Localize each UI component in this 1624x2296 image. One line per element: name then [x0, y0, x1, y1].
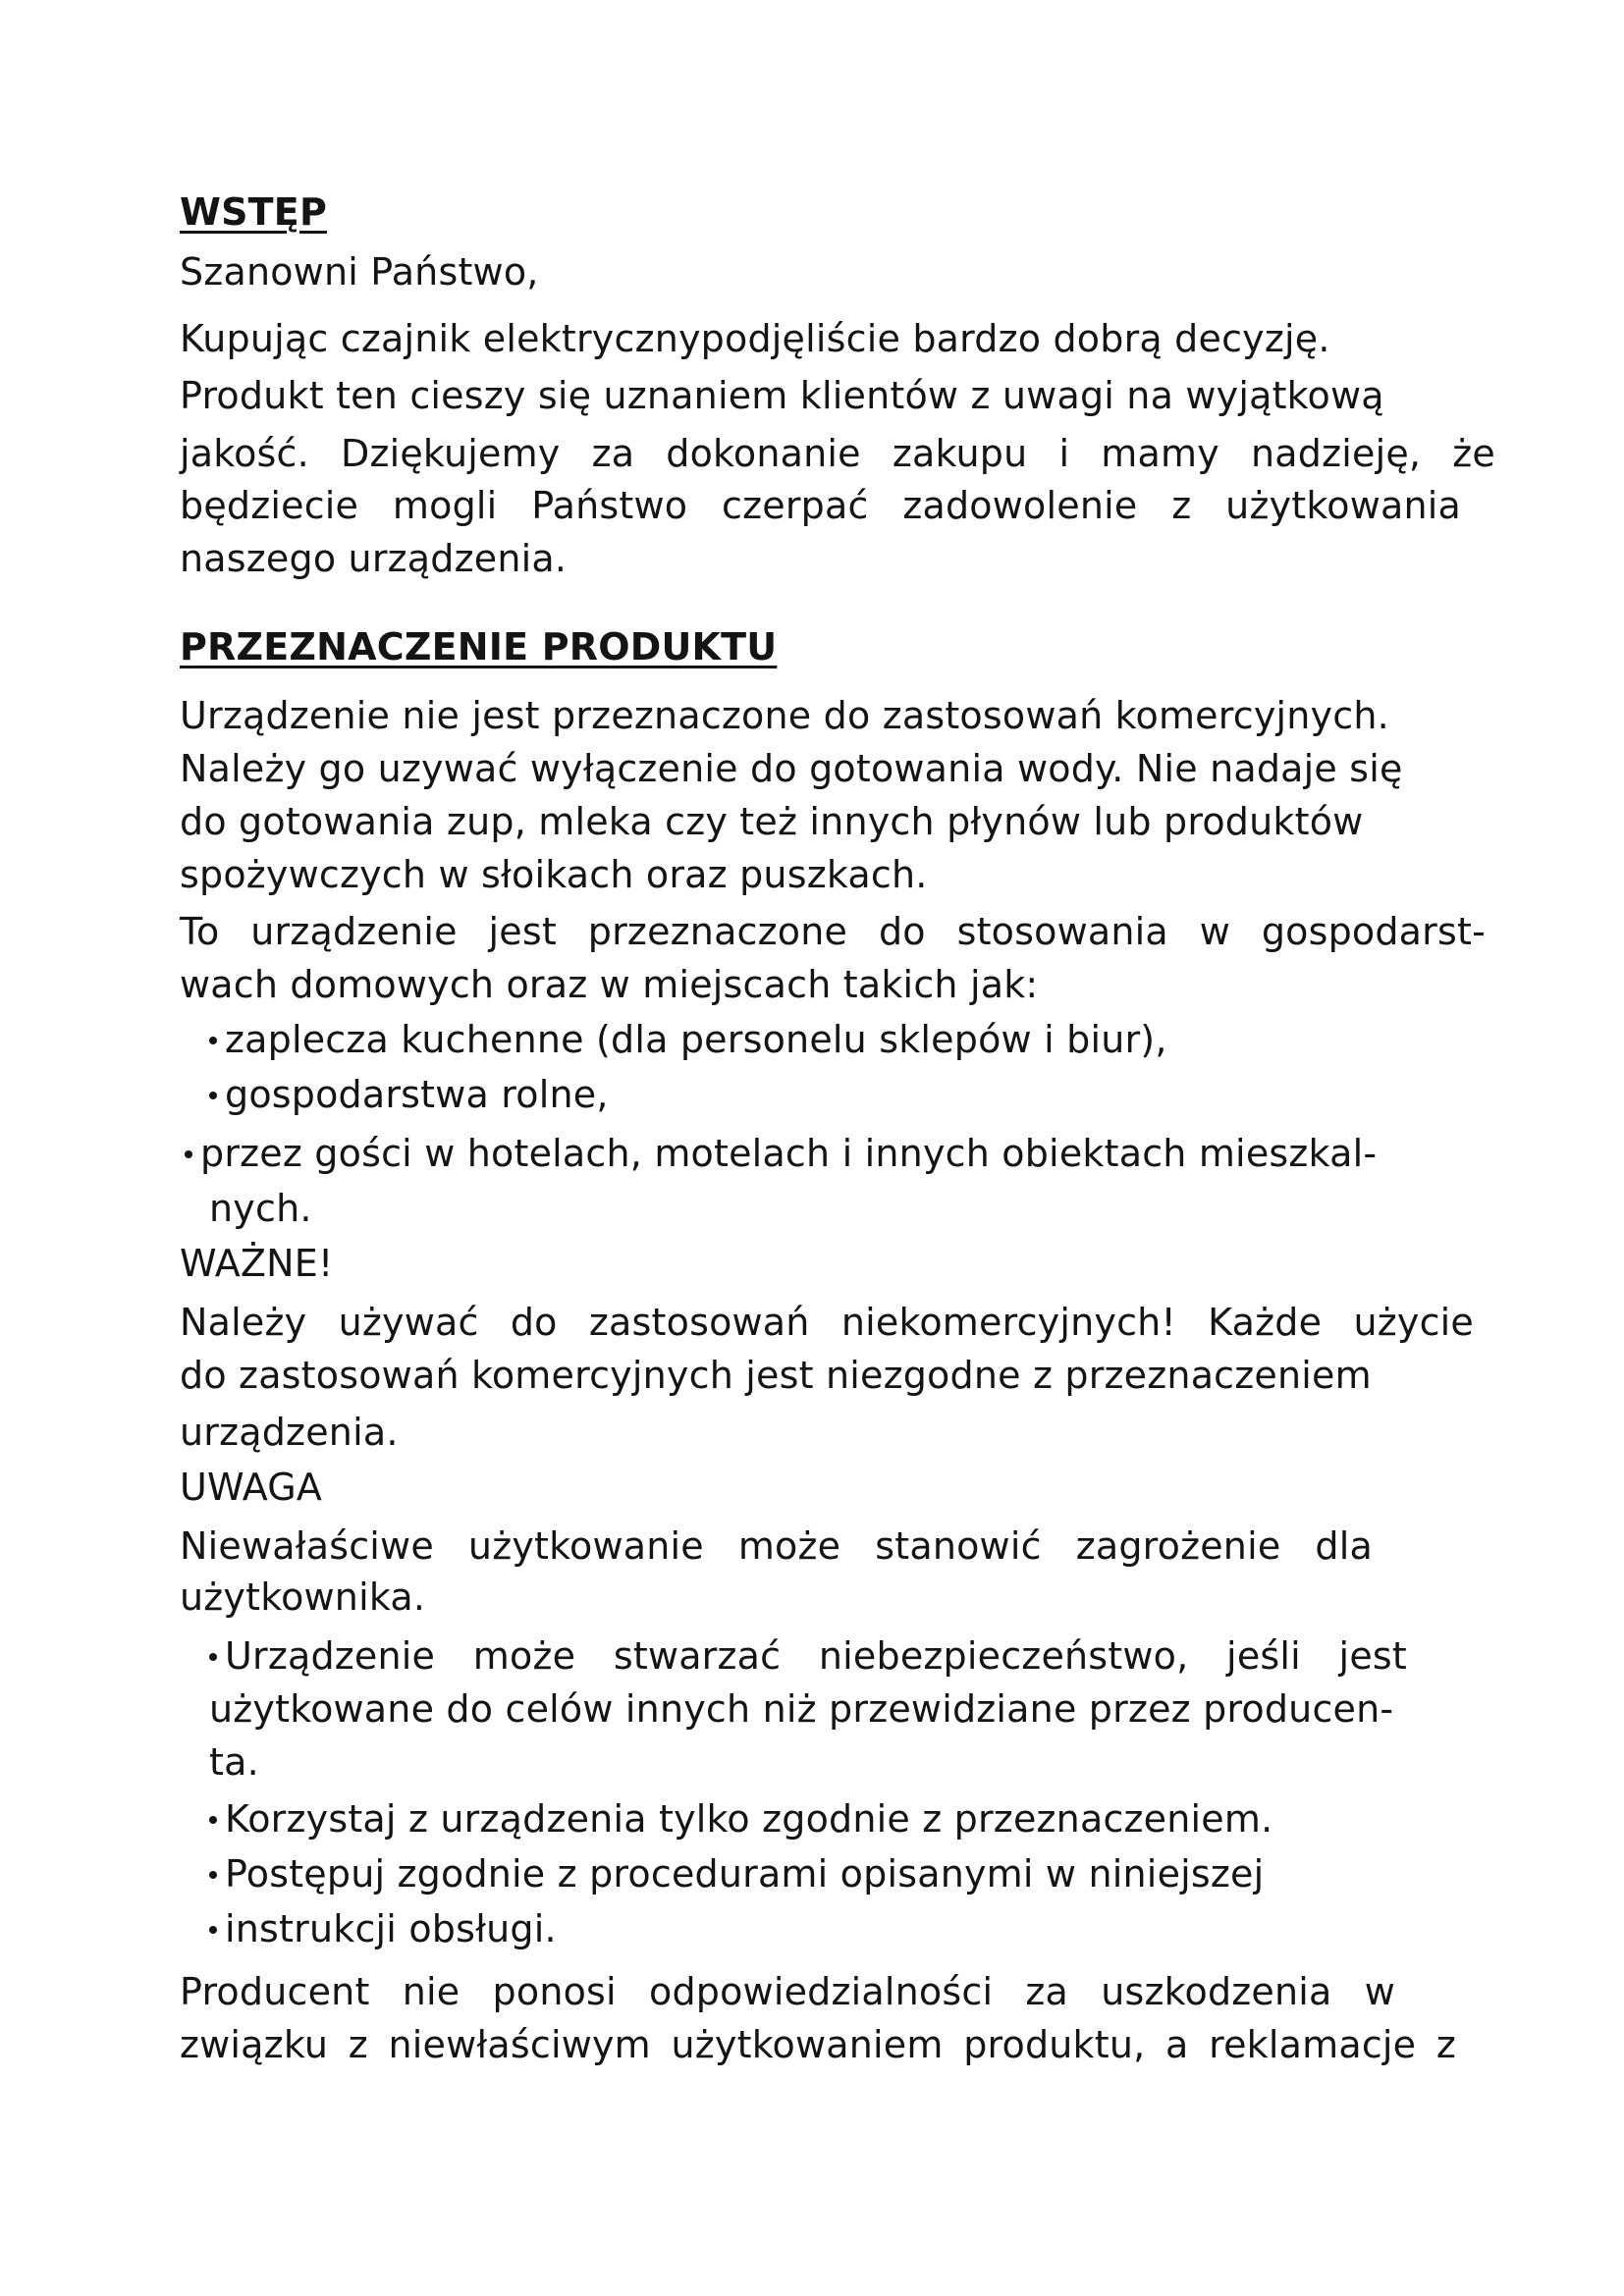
warning-label: UWAGA [180, 1466, 323, 1509]
intro-line: naszego urządzenia. [180, 537, 568, 580]
purpose-line: do gotowania zup, mleka czy też innych płynów lub produktów [180, 800, 1364, 843]
bullet-icon [209, 1816, 217, 1824]
list-item: gospodarstwa rolne, [209, 1076, 609, 1113]
closing-line: związku z niewłaściwym użytkowaniem produktu, a reklamacje z [180, 2023, 1456, 2066]
list-item: Korzystaj z urządzenia tylko zgodnie z przeznaczeniem. [209, 1800, 1272, 1838]
section-heading-purpose: PRZEZNACZENIE PRODUKTU [180, 625, 778, 668]
greeting: Szanowni Państwo, [180, 250, 539, 294]
intro-line: Kupując czajnik elektrycznypodjęliście bardzo dobrą decyzję. [180, 317, 1330, 360]
important-line: do zastosowań komercyjnych jest niezgodne z przeznaczeniem [180, 1354, 1372, 1397]
bullet-icon [209, 1037, 217, 1044]
purpose-line: To urządzenie jest przeznaczone do stosowania w gospodarst- [180, 910, 1486, 953]
warning-line: Niewałaściwe użytkowanie może stanowić zagrożenie dla [180, 1524, 1373, 1568]
list-item: instrukcji obsługi. [209, 1910, 557, 1948]
important-line: urządzenia. [180, 1411, 399, 1454]
closing-line: Producent nie ponosi odpowiedzialności za uszkodzenia w [180, 1970, 1395, 2013]
list-item-continuation: użytkowane do celów innych niż przewidziane przez producen- [209, 1687, 1394, 1731]
bullet-icon [209, 1092, 217, 1099]
warning-line: użytkownika. [180, 1575, 426, 1619]
important-line: Należy używać do zastosowań niekomercyjnych! Każde użycie [180, 1301, 1474, 1344]
important-label: WAŻNE! [180, 1242, 334, 1285]
bullet-icon [209, 1926, 217, 1934]
list-item: przez gości w hotelach, motelach i innych obiektach mieszkal- [185, 1135, 1377, 1172]
intro-line: Produkt ten cieszy się uznaniem klientów z uwagi na wyjątkową [180, 374, 1384, 417]
list-item-continuation: ta. [209, 1740, 259, 1784]
intro-line: jakość. Dziękujemy za dokonanie zakupu i mamy nadzieję, że [180, 432, 1495, 475]
list-item-continuation: nych. [209, 1187, 312, 1230]
purpose-line: Należy go uzywać wyłączenie do gotowania wody. Nie nadaje się [180, 747, 1403, 790]
list-item: Urządzenie może stwarzać niebezpieczeństwo, jeśli jest [209, 1637, 1407, 1675]
list-item: zaplecza kuchenne (dla personelu sklepów i biur), [209, 1021, 1167, 1058]
intro-line: będziecie mogli Państwo czerpać zadowolenie z użytkowania [180, 484, 1461, 527]
bullet-icon [209, 1871, 217, 1879]
list-item: Postępuj zgodnie z procedurami opisanymi w niniejszej [209, 1855, 1264, 1893]
purpose-line: spożywczych w słoikach oraz puszkach. [180, 853, 928, 896]
purpose-line: wach domowych oraz w miejscach takich jak: [180, 963, 1039, 1006]
bullet-icon [185, 1150, 192, 1158]
purpose-line: Urządzenie nie jest przeznaczone do zastosowań komercyjnych. [180, 694, 1389, 737]
section-heading-intro: WSTĘP [180, 190, 328, 234]
bullet-icon [209, 1653, 217, 1661]
